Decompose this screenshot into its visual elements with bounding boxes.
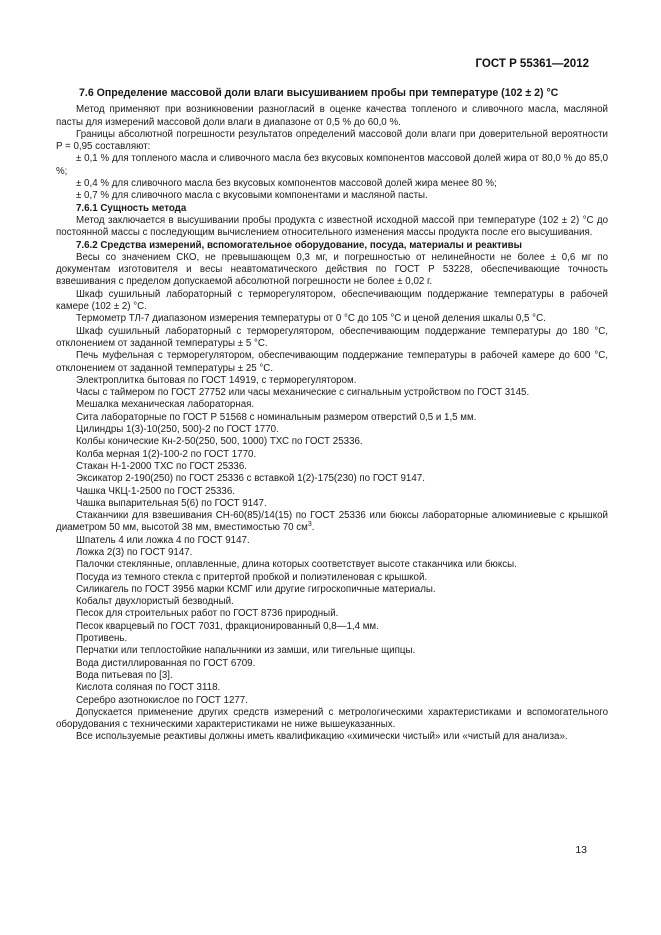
paragraph-text: Серебро азотнокислое по ГОСТ 1277. [76, 694, 248, 706]
paragraph [56, 498, 608, 510]
paragraph [56, 621, 608, 633]
paragraph-text: Колбы конические Кн-2-50(250, 500, 1000) ТХС по ГОСТ 25336. [76, 436, 363, 448]
paragraph-text: Силикагель по ГОСТ 3956 марки КСМГ или другие гигроскопичные материалы. [76, 583, 436, 595]
paragraph-text: Мешалка механическая лабораторная. [76, 399, 255, 411]
paragraph-text: Перчатки или теплостойкие напальчники из замши, или тигельные щипцы. [76, 645, 416, 657]
page-number: 13 [575, 844, 587, 856]
paragraph [56, 596, 608, 608]
paragraph-text: Вода дистиллированная по ГОСТ 6709. [76, 657, 256, 669]
paragraph-text: 7.6.1 Сущность метода [76, 202, 187, 214]
paragraph-text: Противень. [76, 633, 128, 645]
paragraph [56, 535, 608, 547]
paragraph [56, 387, 608, 399]
paragraph-text: Весы со значением СКО, не превышающем 0,3 мг, и погрешностью от нелинейности не более ± 0,6 мг по документам изготовителя и весы неавтоматического действия по ГОСТ Р 53228, обеспечивающие точность взвешивания с пределом допускаемой абсолютной погрешности не более ± 0,02 г. [56, 251, 608, 288]
paragraph-text: Стаканчики для взвешивания СН-60(85)/14(15) по ГОСТ 25336 или бюксы лабораторные алюминиевые с крышкой диаметром 50 мм, высотой 38 мм, вместимостью 70 см [56, 510, 608, 534]
paragraph [56, 436, 608, 448]
paragraph [56, 695, 608, 707]
paragraph-text: Кобальт двухлористый безводный. [76, 596, 234, 608]
paragraph-text: Шкаф сушильный лабораторный с терморегулятором, обеспечивающим поддержание температуры в рабочей камере (102 ± 2) °С. [56, 288, 608, 313]
paragraph [56, 731, 608, 743]
paragraph-text: ± 0,1 % для топленого масла и сливочного масла без вкусовых компонентов массовой долей жира от 80,0 % до 85,0 %; [56, 153, 608, 177]
subsection-heading [56, 240, 608, 252]
paragraph [56, 608, 608, 620]
paragraph [56, 670, 608, 682]
paragraph-text: Часы с таймером по ГОСТ 27752 или часы механические с сигнальным устройством по ГОСТ 3145. [76, 387, 530, 399]
paragraph [56, 645, 608, 657]
paragraph-text: Цилиндры 1(3)-10(250, 500)-2 по ГОСТ 1770. [76, 424, 279, 436]
paragraph [56, 707, 608, 732]
paragraph-text: ± 0,7 % для сливочного масла с вкусовыми компонентами и масляной пасты. [76, 190, 428, 202]
paragraph-text: Метод заключается в высушивании пробы продукта с известной исходной массой при температуре (102 ± 2) °С до постоянной массы с последующим вычислением относительного изменения массы продукта после его высушивания. [56, 214, 608, 239]
paragraph [56, 547, 608, 559]
paragraph [56, 449, 608, 461]
paragraph-text: Сита лабораторные по ГОСТ Р 51568 с номинальным размером отверстий 0,5 и 1,5 мм. [76, 411, 477, 423]
paragraph-list [56, 104, 608, 743]
paragraph-text: Чашка ЧКЦ-1-2500 по ГОСТ 25336. [76, 485, 235, 497]
paragraph-text: Термометр ТЛ-7 диапазоном измерения температуры от 0 °С до 105 °С и ценой деления шкалы 0,5 °С. [76, 313, 546, 325]
paragraph [56, 473, 608, 485]
paragraph-text: Электроплитка бытовая по ГОСТ 14919, с терморегулятором. [76, 374, 357, 386]
paragraph-text: Посуда из темного стекла с притертой пробкой и полиэтиленовая с крышкой. [76, 571, 428, 583]
paragraph [56, 129, 608, 154]
paragraph-text: Колба мерная 1(2)-100-2 по ГОСТ 1770. [76, 448, 257, 460]
paragraph [56, 326, 608, 351]
paragraph [56, 104, 608, 129]
paragraph-text: Вода питьевая по [3]. [76, 669, 173, 681]
paragraph [56, 424, 608, 436]
paragraph [56, 350, 608, 375]
paragraph-text: Стакан Н-1-2000 ТХС по ГОСТ 25336. [76, 460, 247, 472]
paragraph [56, 375, 608, 387]
paragraph-text: Эксикатор 2-190(250) по ГОСТ 25336 с вставкой 1(2)-175(230) по ГОСТ 9147. [76, 473, 425, 485]
paragraph [56, 289, 608, 314]
paragraph-text: Песок для строительных работ по ГОСТ 8736 природный. [76, 608, 339, 620]
paragraph [56, 559, 608, 571]
paragraph [56, 153, 608, 178]
paragraph [56, 572, 608, 584]
subsection-heading [56, 203, 608, 215]
paragraph-text: Печь муфельная с терморегулятором, обеспечивающим поддержание температуры в рабочей камере до 600 °С, отклонением от заданной температуры ± 25 °С. [56, 350, 608, 374]
document-header: ГОСТ Р 55361—2012 [475, 58, 589, 70]
paragraph-text: Метод применяют при возникновении разногласий в оценке качества топленого и сливочного масла, масляной пасты для измерений массовой доли влаги в диапазоне от 0,5 % до 60,0 %. [56, 104, 608, 128]
paragraph [56, 633, 608, 645]
paragraph-text: Допускается применение других средств измерений с метрологическими характеристиками и вспомогательного оборудования с техническими характеристиками не ниже вышеуказанных. [56, 706, 608, 731]
paragraph-text: Чашка выпарительная 5(6) по ГОСТ 9147. [76, 497, 267, 509]
paragraph-text: Границы абсолютной погрешности результатов определений массовой доли влаги при доверительной вероятности P = 0,95 составляют: [56, 128, 608, 153]
paragraph [56, 510, 608, 535]
paragraph-text: Палочки стеклянные, оплавленные, длина которых соответствует высоте стаканчика или бюксы. [76, 559, 517, 571]
paragraph [56, 190, 608, 202]
paragraph [56, 658, 608, 670]
paragraph-text: Шпатель 4 или ложка 4 по ГОСТ 9147. [76, 534, 250, 546]
paragraph [56, 178, 608, 190]
paragraph-text: Ложка 2(3) по ГОСТ 9147. [76, 546, 193, 558]
section-title: 7.6 Определение массовой доли влаги высушиванием пробы при температуре (102 ± 2) °С [79, 87, 559, 99]
paragraph-tail: . [311, 522, 315, 534]
paragraph [56, 486, 608, 498]
paragraph [56, 412, 608, 424]
paragraph [56, 399, 608, 411]
paragraph [56, 313, 608, 325]
superscript: 3 [307, 521, 312, 529]
paragraph-text: Кислота соляная по ГОСТ 3118. [76, 682, 221, 694]
paragraph [56, 215, 608, 240]
paragraph [56, 584, 608, 596]
paragraph-text: ± 0,4 % для сливочного масла без вкусовых компонентов массовой долей жира менее 80 %; [76, 178, 497, 190]
paragraph [56, 461, 608, 473]
paragraph-text: Шкаф сушильный лабораторный с терморегулятором, обеспечивающим поддержание температуры до 180 °С, отклонением от заданной температуры ± 5 °С. [56, 325, 608, 349]
document-body [56, 87, 608, 744]
paragraph-text: 7.6.2 Средства измерений, вспомогательное оборудование, посуда, материалы и реактивы [76, 239, 522, 251]
paragraph-text: Все используемые реактивы должны иметь квалификацию «химически чистый» или «чистый для анализа». [76, 731, 568, 743]
paragraph [56, 252, 608, 289]
paragraph-text: Песок кварцевый по ГОСТ 7031, фракционированный 0,8—1,4 мм. [76, 620, 379, 632]
paragraph [56, 682, 608, 694]
